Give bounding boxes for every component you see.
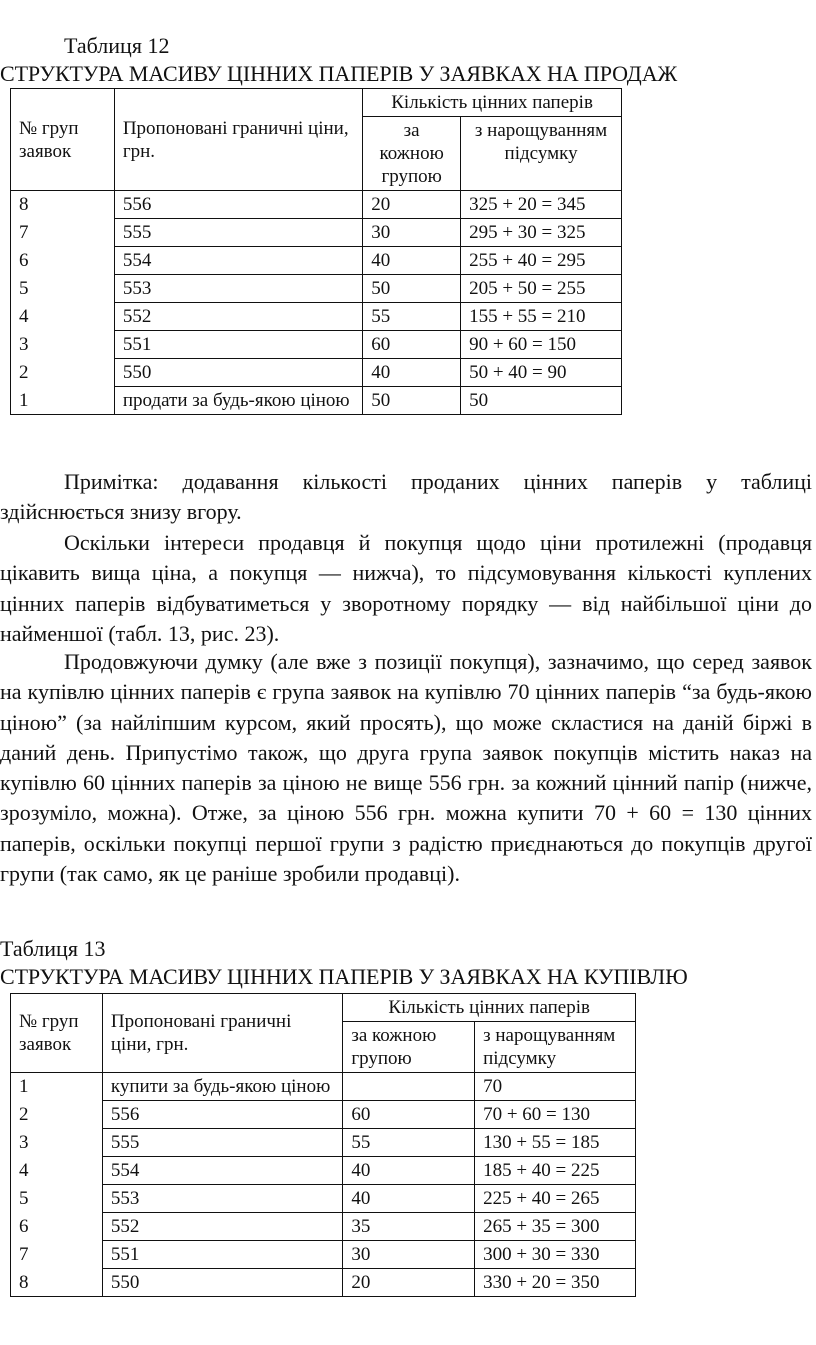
group-cell: 2 bbox=[11, 359, 115, 387]
price-cell: купити за будь-якою ціною bbox=[102, 1073, 342, 1101]
table13-body bbox=[11, 1073, 636, 1297]
price-cell: 553 bbox=[102, 1185, 342, 1213]
cumulative-cell: 70 bbox=[475, 1073, 636, 1101]
group-cell: 8 bbox=[11, 1269, 103, 1297]
table12 bbox=[10, 88, 622, 415]
price-cell: 556 bbox=[114, 191, 362, 219]
quantity-cell: 30 bbox=[363, 219, 461, 247]
price-cell: 552 bbox=[102, 1213, 342, 1241]
price-cell: 550 bbox=[102, 1269, 342, 1297]
cumulative-cell: 185 + 40 = 225 bbox=[475, 1157, 636, 1185]
table-row bbox=[11, 1157, 636, 1185]
cumulative-cell: 300 + 30 = 330 bbox=[475, 1241, 636, 1269]
table-row bbox=[11, 1213, 636, 1241]
price-cell: 553 bbox=[114, 275, 362, 303]
cumulative-cell: 155 + 55 = 210 bbox=[461, 303, 622, 331]
table13-header-per-group: за кожною групою bbox=[343, 1022, 475, 1073]
group-cell: 3 bbox=[11, 331, 115, 359]
table12-header-per-group: за кожною групою bbox=[363, 117, 461, 191]
quantity-cell: 50 bbox=[363, 275, 461, 303]
table13-header-quantity: Кількість цінних паперів bbox=[343, 994, 636, 1022]
cumulative-cell: 295 + 30 = 325 bbox=[461, 219, 622, 247]
cumulative-cell: 265 + 35 = 300 bbox=[475, 1213, 636, 1241]
group-cell: 3 bbox=[11, 1129, 103, 1157]
cumulative-cell: 330 + 20 = 350 bbox=[475, 1269, 636, 1297]
table12-header-price: Пропоновані граничні ціни, грн. bbox=[114, 89, 362, 191]
group-cell: 4 bbox=[11, 1157, 103, 1185]
table13-header-cumulative: з нарощуванням підсумку bbox=[475, 1022, 636, 1073]
group-cell: 8 bbox=[11, 191, 115, 219]
price-cell: продати за будь-якою ціною bbox=[114, 387, 362, 415]
table12-caption: Таблиця 12 bbox=[64, 33, 170, 58]
group-cell: 6 bbox=[11, 247, 115, 275]
table-row bbox=[11, 1269, 636, 1297]
table-row bbox=[11, 1241, 636, 1269]
table-row bbox=[11, 359, 622, 387]
table-row bbox=[11, 191, 622, 219]
table12-header-group: № груп заявок bbox=[11, 89, 115, 191]
price-cell: 554 bbox=[102, 1157, 342, 1185]
price-cell: 550 bbox=[114, 359, 362, 387]
quantity-cell: 60 bbox=[363, 331, 461, 359]
table-row bbox=[11, 387, 622, 415]
cumulative-cell: 70 + 60 = 130 bbox=[475, 1101, 636, 1129]
table-row bbox=[11, 1073, 636, 1101]
cumulative-cell: 130 + 55 = 185 bbox=[475, 1129, 636, 1157]
group-cell: 5 bbox=[11, 1185, 103, 1213]
quantity-cell: 50 bbox=[363, 387, 461, 415]
quantity-cell: 55 bbox=[363, 303, 461, 331]
quantity-cell: 40 bbox=[343, 1185, 475, 1213]
cumulative-cell: 90 + 60 = 150 bbox=[461, 331, 622, 359]
quantity-cell: 40 bbox=[363, 359, 461, 387]
table13 bbox=[10, 993, 636, 1297]
table-row bbox=[11, 303, 622, 331]
table12-body bbox=[11, 191, 622, 415]
price-cell: 551 bbox=[102, 1241, 342, 1269]
paragraph-2: Продовжуючи думку (але вже з позиції покупця), зазначимо, що серед заявок на купівлю цінних паперів є група заявок на купівлю 70 цінних паперів “за будь-якою ціною” (за найліпшим курсом, який просять), що може скластися на даній біржі в даний день. Припустімо також, що друга група заявок покупців містить наказ на купівлю 60 цінних паперів за ціною не вище 556 грн. за кожний цінний папір (нижче, зрозуміло, можна). Отже, за ціною 556 грн. можна купити 70 + 60 = 130 цінних паперів, оскільки покупці першої групи з радістю приєднаються до покупців другої групи (так само, як це раніше зробили продавці). bbox=[0, 649, 812, 887]
table13-header-row bbox=[11, 994, 636, 1022]
table-row bbox=[11, 1185, 636, 1213]
group-cell: 5 bbox=[11, 275, 115, 303]
quantity-cell: 60 bbox=[343, 1101, 475, 1129]
quantity-cell: 30 bbox=[343, 1241, 475, 1269]
table-row bbox=[11, 219, 622, 247]
table13-title: СТРУКТУРА МАСИВУ ЦІННИХ ПАПЕРІВ У ЗАЯВКАХ НА КУПІВЛЮ bbox=[0, 964, 688, 989]
cumulative-cell: 225 + 40 = 265 bbox=[475, 1185, 636, 1213]
table12-header-quantity: Кількість цінних паперів bbox=[363, 89, 622, 117]
cumulative-cell: 50 + 40 = 90 bbox=[461, 359, 622, 387]
table-row bbox=[11, 1129, 636, 1157]
price-cell: 552 bbox=[114, 303, 362, 331]
cumulative-cell: 255 + 40 = 295 bbox=[461, 247, 622, 275]
price-cell: 556 bbox=[102, 1101, 342, 1129]
quantity-cell: 40 bbox=[363, 247, 461, 275]
quantity-cell: 20 bbox=[363, 191, 461, 219]
price-cell: 555 bbox=[102, 1129, 342, 1157]
group-cell: 7 bbox=[11, 1241, 103, 1269]
table13-header-group: № груп заявок bbox=[11, 994, 103, 1073]
table-row bbox=[11, 275, 622, 303]
table13-caption: Таблиця 13 bbox=[0, 936, 106, 961]
cumulative-cell: 205 + 50 = 255 bbox=[461, 275, 622, 303]
price-cell: 551 bbox=[114, 331, 362, 359]
table12-header-cumulative: з нарощуванням підсумку bbox=[461, 117, 622, 191]
table13-header-price: Пропоновані граничні ціни, грн. bbox=[102, 994, 342, 1073]
price-cell: 554 bbox=[114, 247, 362, 275]
quantity-cell bbox=[343, 1073, 475, 1101]
table-row bbox=[11, 1101, 636, 1129]
note-paragraph: Примітка: додавання кількості проданих цінних паперів у таблиці здійснюється знизу вгору. bbox=[0, 469, 812, 525]
table12-title: СТРУКТУРА МАСИВУ ЦІННИХ ПАПЕРІВ У ЗАЯВКАХ НА ПРОДАЖ bbox=[0, 61, 678, 86]
group-cell: 1 bbox=[11, 387, 115, 415]
group-cell: 6 bbox=[11, 1213, 103, 1241]
quantity-cell: 35 bbox=[343, 1213, 475, 1241]
paragraph-1: Оскільки інтереси продавця й покупця щодо ціни протилежні (продавця цікавить вища ціна, а покупця — нижча), то підсумовування кількості куплених цінних паперів відбуватиметься у зворотному порядку — від найбільшої ціни до найменшої (табл. 13, рис. 23). bbox=[0, 530, 812, 646]
table-row bbox=[11, 247, 622, 275]
quantity-cell: 55 bbox=[343, 1129, 475, 1157]
quantity-cell: 20 bbox=[343, 1269, 475, 1297]
table-row bbox=[11, 331, 622, 359]
group-cell: 4 bbox=[11, 303, 115, 331]
quantity-cell: 40 bbox=[343, 1157, 475, 1185]
cumulative-cell: 325 + 20 = 345 bbox=[461, 191, 622, 219]
group-cell: 1 bbox=[11, 1073, 103, 1101]
table12-header-row bbox=[11, 89, 622, 117]
group-cell: 7 bbox=[11, 219, 115, 247]
cumulative-cell: 50 bbox=[461, 387, 622, 415]
price-cell: 555 bbox=[114, 219, 362, 247]
group-cell: 2 bbox=[11, 1101, 103, 1129]
